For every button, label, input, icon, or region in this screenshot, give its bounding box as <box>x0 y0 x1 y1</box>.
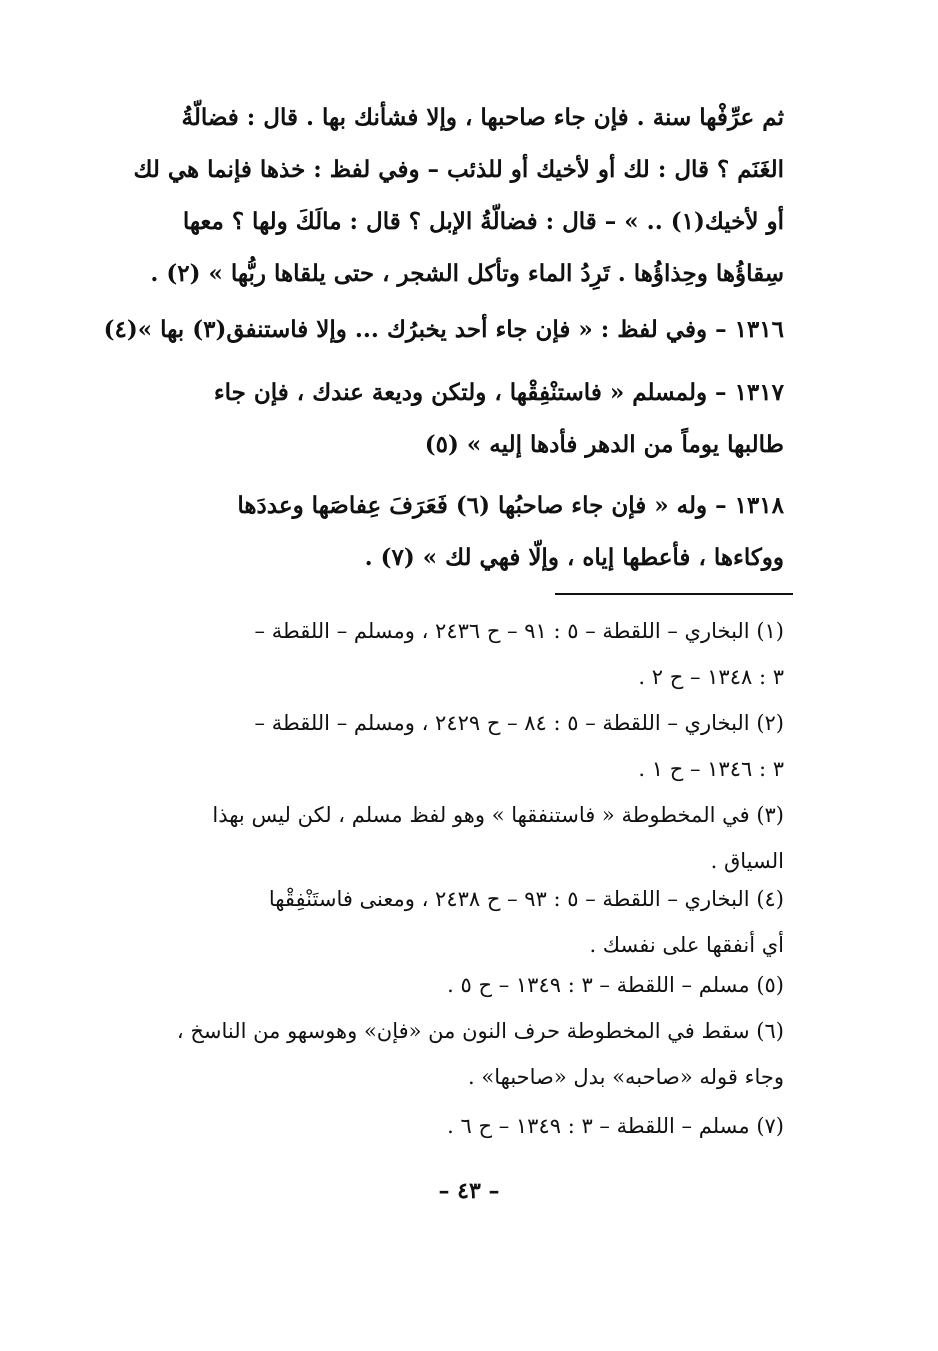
footnote-line: (٥) مسلم – اللقطة – ٣ : ١٣٤٩ – ح ٥ . <box>447 973 784 997</box>
text-line: ١٣١٦ – وفي لفظ : « فإن جاء أحد يخبرُك ... وإلا فاستنفق(٣) بها »(٤) <box>103 316 784 343</box>
footnote-7 <box>134 1103 784 1149</box>
footnote-divider <box>555 593 793 595</box>
footnote-line: (٣) في المخطوطة « فاستنفقها » وهو لفظ مسلم ، لكن ليس بهذا <box>212 803 784 827</box>
footnote-1 <box>134 608 784 700</box>
hadith-1316 <box>103 304 784 356</box>
hadith-1318 <box>134 480 784 584</box>
footnote-4 <box>134 876 784 968</box>
footnote-5 <box>134 962 784 1008</box>
text-line: ١٣١٧ – ولمسلم « فاستنْفِقْها ، ولتكن وديعة عندك ، فإن جاء <box>213 379 784 406</box>
footnote-3 <box>134 792 784 884</box>
text-line: طالبها يوماً من الدهر فأدها إليه » (٥) <box>424 431 784 458</box>
text-line: سِقاؤُها وحِذاؤُها . تَرِدُ الماء وتأكل الشجر ، حتى يلقاها ربُّها » (٢) . <box>150 260 784 287</box>
footnote-line: أي أنفقها على نفسك . <box>589 933 784 957</box>
text-line: ١٣١٨ – وله « فإن جاء صاحبُها (٦) فَعَرَفَ عِفاصَها وعددَها <box>237 492 784 519</box>
footnote-line: وجاء قوله «صاحبه» بدل «صاحبها» . <box>468 1065 784 1089</box>
text-line: ثم عرِّفْها سنة . فإن جاء صاحبها ، وإلا فشأنك بها . قال : فضالّةُ <box>181 104 784 131</box>
footnote-line: السياق . <box>710 849 784 873</box>
page-number: – ٤٣ – <box>438 1178 500 1204</box>
footnote-2 <box>134 700 784 792</box>
footnote-line: ٣ : ١٣٤٨ – ح ٢ . <box>638 665 784 689</box>
footnote-line: (٤) البخاري – اللقطة – ٥ : ٩٣ – ح ٢٤٣٨ ، ومعنى فاستَنْفِقْها <box>268 887 784 911</box>
footnote-line: (٧) مسلم – اللقطة – ٣ : ١٣٤٩ – ح ٦ . <box>447 1114 784 1138</box>
text-line: ووكاءها ، فأعطها إياه ، وإلّا فهي لك » (٧) . <box>364 544 784 571</box>
footnote-line: (١) البخاري – اللقطة – ٥ : ٩١ – ح ٢٤٣٦ ، ومسلم – اللقطة – <box>254 619 784 643</box>
hadith-1317 <box>134 367 784 471</box>
footnote-line: (٢) البخاري – اللقطة – ٥ : ٨٤ – ح ٢٤٢٩ ، ومسلم – اللقطة – <box>254 711 784 735</box>
footnote-6 <box>134 1008 784 1100</box>
footnote-line: (٦) سقط في المخطوطة حرف النون من «فإن» وهوسهو من الناسخ ، <box>176 1019 784 1043</box>
text-line: أو لأخيك(١) .. » – قال : فضالّةُ الإبل ؟ قال : مالَكَ ولها ؟ معها <box>182 208 784 235</box>
text-line: الغَنَم ؟ قال : لك أو لأخيك أو للذئب – وفي لفظ : خذها فإنما هي لك <box>133 156 784 183</box>
hadith-continuation <box>134 92 784 300</box>
footnote-line: ٣ : ١٣٤٦ – ح ١ . <box>638 757 784 781</box>
